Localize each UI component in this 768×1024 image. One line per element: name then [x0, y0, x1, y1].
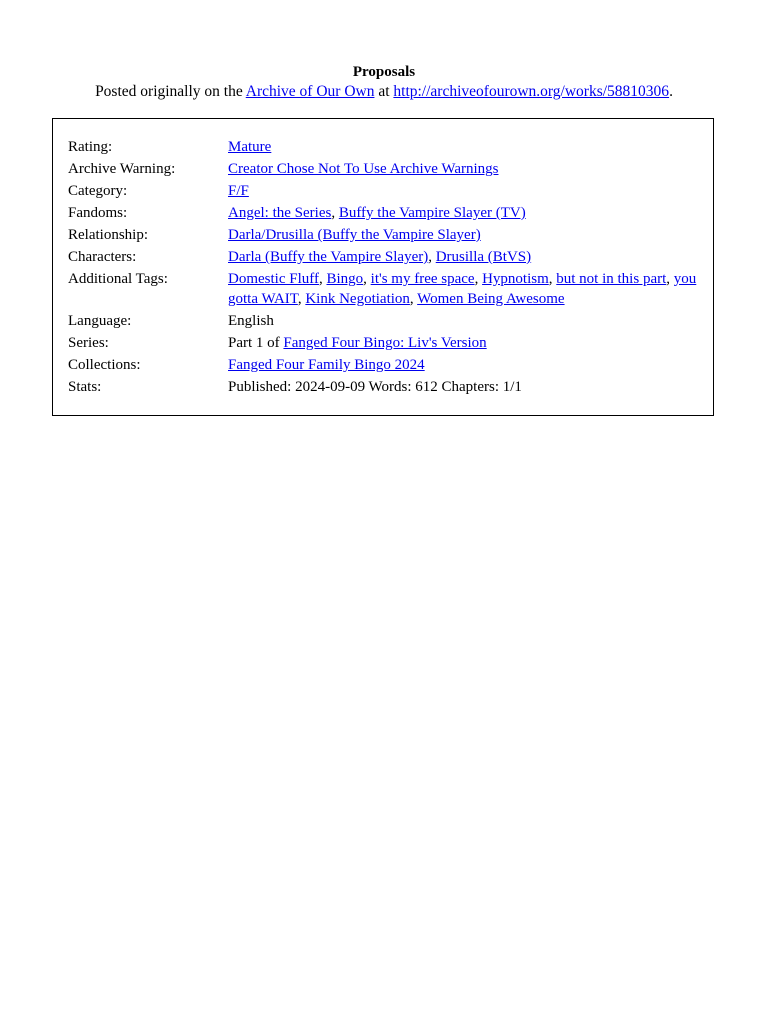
warning-tag-link[interactable]: Creator Chose Not To Use Archive Warnings [228, 161, 499, 177]
meta-label-series: Series: [68, 335, 109, 351]
freeform-tag-link[interactable]: Bingo [326, 271, 364, 287]
work-title: Proposals [352, 64, 416, 80]
posted-prefix: Posted originally on the [95, 83, 246, 100]
meta-value-relationship [228, 225, 704, 247]
meta-value-warning [228, 159, 704, 181]
fandom-tag-link[interactable]: Buffy the Vampire Slayer (TV) [338, 205, 526, 221]
freeform-tag-link[interactable]: Women Being Awesome [417, 291, 565, 307]
meta-label-category: Category: [68, 183, 128, 199]
series-prefix: Part 1 of [228, 335, 284, 351]
meta-label-relationship: Relationship: [68, 227, 148, 243]
work-meta-table [68, 137, 704, 399]
meta-label-language: Language: [68, 313, 132, 329]
meta-value-characters: Darla (Buffy the Vampire Slayer), Drusilla (BtVS) [228, 249, 532, 265]
meta-label-warning: Archive Warning: [68, 161, 176, 177]
meta-label-collections: Collections: [68, 357, 141, 373]
meta-label-tags: Additional Tags: [68, 271, 168, 287]
archive-link[interactable]: Archive of Our Own [245, 83, 375, 100]
meta-row-rating [68, 137, 704, 159]
freeform-tag-link[interactable]: Domestic Fluff [228, 271, 319, 287]
collection-link[interactable]: Fanged Four Family Bingo 2024 [228, 357, 425, 373]
meta-row-language [68, 311, 704, 333]
work-header [0, 62, 768, 102]
meta-row-fandoms [68, 203, 704, 225]
meta-row-category [68, 181, 704, 203]
meta-label-rating: Rating: [68, 139, 113, 155]
meta-value-series [228, 333, 704, 355]
meta-value-language: English [228, 313, 274, 329]
meta-row-collections [68, 355, 704, 377]
meta-label-stats: Stats: [68, 379, 102, 395]
work-meta-box [52, 118, 714, 416]
meta-value-collections [228, 355, 704, 377]
relationship-tag-link[interactable]: Darla/Drusilla (Buffy the Vampire Slayer) [228, 227, 481, 243]
freeform-tag-link[interactable]: Hypnotism [482, 271, 549, 287]
freeform-tag-link[interactable]: but not in this part [556, 271, 667, 287]
posted-at: at [374, 83, 394, 100]
posted-line [0, 82, 768, 102]
freeform-tag-link[interactable]: you gotta WAIT [228, 271, 697, 307]
character-tag-link[interactable]: Drusilla (BtVS) [435, 249, 532, 265]
meta-row-series [68, 333, 704, 355]
series-link[interactable]: Fanged Four Bingo: Liv's Version [283, 335, 487, 351]
meta-row-tags [68, 269, 704, 311]
meta-row-stats [68, 377, 704, 399]
meta-value-tags: Domestic Fluff, Bingo, it's my free space, Hypnotism, but not in this part, you gotta WAIT, Kink Negotiation, Women Being Awesome [228, 271, 697, 307]
posted-period: . [669, 83, 673, 100]
meta-label-characters: Characters: [68, 249, 137, 265]
meta-value-fandoms: Angel: the Series, Buffy the Vampire Slayer (TV) [228, 205, 526, 221]
meta-row-warning [68, 159, 704, 181]
freeform-tag-link[interactable]: Kink Negotiation [305, 291, 410, 307]
category-tag-link[interactable]: F/F [228, 183, 249, 199]
meta-value-category [228, 181, 704, 203]
meta-label-fandoms: Fandoms: [68, 205, 128, 221]
character-tag-link[interactable]: Darla (Buffy the Vampire Slayer) [228, 249, 429, 265]
work-url-link[interactable]: http://archiveofourown.org/works/58810306 [393, 83, 670, 100]
freeform-tag-link[interactable]: it's my free space [370, 271, 475, 287]
meta-row-characters [68, 247, 704, 269]
fandom-tag-link[interactable]: Angel: the Series [228, 205, 332, 221]
meta-value-rating [228, 137, 704, 159]
meta-row-relationship [68, 225, 704, 247]
rating-tag-link[interactable]: Mature [228, 139, 272, 155]
meta-value-stats: Published: 2024-09-09 Words: 612 Chapters: 1/1 [228, 379, 522, 395]
